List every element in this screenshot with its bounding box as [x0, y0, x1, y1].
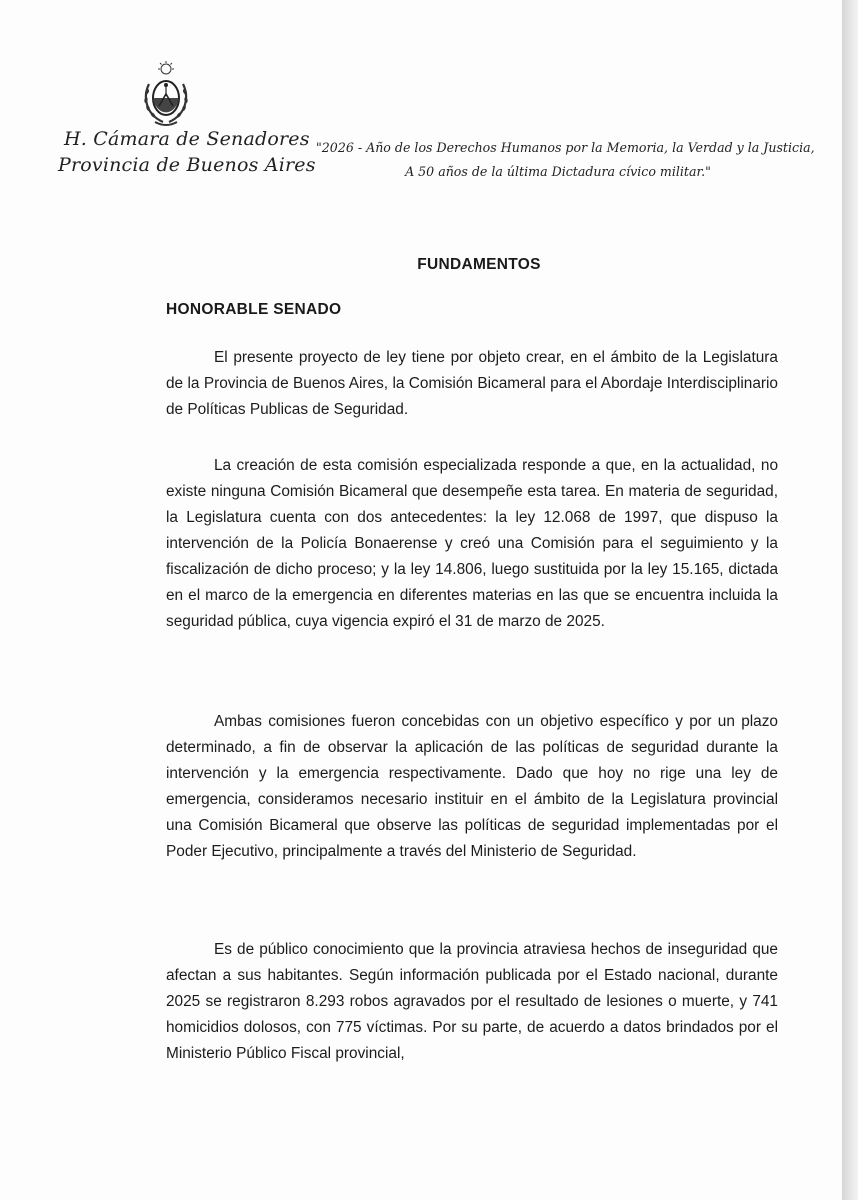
motto-line-1: "2026 - Año de los Derechos Humanos por la Memoria, la Verdad y la Justicia, — [316, 140, 815, 155]
year-motto — [316, 136, 815, 184]
paragraph-3: Ambas comisiones fueron concebidas con un objetivo específico y por un plazo determinado, a fin de observar la aplicación de las políticas de seguridad durante la intervención y la emergencia respectivamente. Dado que hoy no rige una ley de emergencia, consideramos necesario instituir en el ámbito de la Legislatura provincial una Comisión Bicameral que observe las políticas de seguridad implementadas por el Poder Ejecutivo, principalmente a través del Ministerio de Seguridad. — [166, 713, 778, 860]
paragraph-1: El presente proyecto de ley tiene por objeto crear, en el ámbito de la Legislatura de la Provincia de Buenos Aires, la Comisión Bicameral para el Abordaje Interdisciplinario de Políticas Publicas de Seguridad. — [166, 349, 778, 418]
page-edge-shadow — [842, 0, 858, 1200]
paragraph-2: La creación de esta comisión especializada responde a que, en la actualidad, no existe ninguna Comisión Bicameral que desempeñe esta tarea. En materia de seguridad, la Legislatura cuenta con dos antecedentes: la ley 12.068 de 1997, que dispuso la intervención de la Policía Bonaerense y creó una Comisión para el seguimiento y la fiscalización de dicho proceso; y la ley 14.806, luego sustituida por la ley 15.165, dictada en el marco de la emergencia en diferentes materias en las que se encuentra incluida la seguridad pública, cuya vigencia expiró el 31 de marzo de 2025. — [166, 457, 778, 630]
salutation: HONORABLE SENADO — [166, 301, 342, 318]
paragraph-4: Es de público conocimiento que la provincia atraviesa hechos de inseguridad que afectan a sus habitantes. Según información publicada por el Estado nacional, durante 2025 se registraron 8.293 robos agravados por el resultado de lesiones o muerte, y 741 homicidios dolosos, con 775 víctimas. Por su parte, de acuerdo a datos brindados por el Ministerio Público Fiscal provincial, — [166, 941, 778, 1062]
chamber-name: H. Cámara de Senadores — [64, 128, 310, 150]
coat-of-arms-seal-icon — [141, 60, 191, 128]
motto-line-2: A 50 años de la última Dictadura cívico militar." — [405, 164, 711, 179]
document-title: FUNDAMENTOS — [417, 256, 541, 273]
chamber-header — [58, 128, 316, 176]
province-name: Provincia de Buenos Aires — [58, 154, 316, 176]
